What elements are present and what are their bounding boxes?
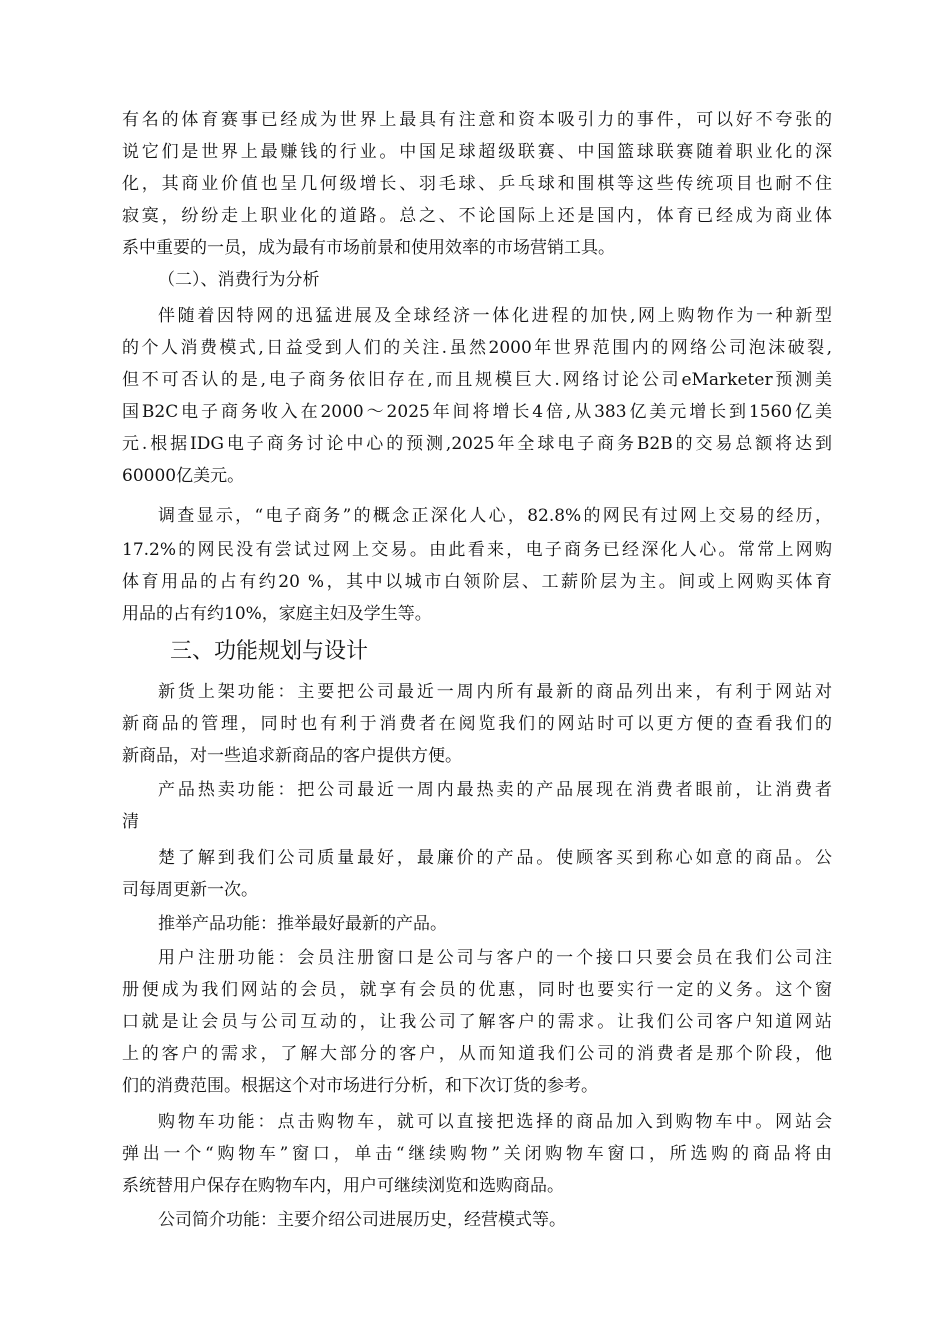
section-heading: 三、功能规划与设计	[170, 639, 369, 664]
paragraph-line: 新商品，对一些追求新商品的客户提供方便。	[122, 746, 462, 766]
paragraph-line: 购物车功能：点击购物车，就可以直接把选择的商品加入到购物车中。网站会	[158, 1112, 832, 1132]
paragraph-line: 用品的占有约10%，家庭主妇及学生等。	[122, 604, 432, 624]
paragraph-line: 伴随着因特网的迅猛进展及全球经济一体化进程的加快,网上购物作为一种新型	[158, 306, 832, 326]
paragraph-line: 60000亿美元。	[122, 466, 245, 486]
paragraph-line: 国B2C电子商务收入在2000～2025年间将增长4倍,从383亿美元增长到1560亿美	[122, 402, 832, 422]
paragraph-line: 寂寞，纷纷走上职业化的道路。总之、不论国际上还是国内，体育已经成为商业体	[122, 206, 832, 226]
paragraph-line: 体育用品的占有约20 %，其中以城市白领阶层、工薪阶层为主。间或上网购买体育	[122, 572, 832, 592]
paragraph-line: 推举产品功能：推举最好最新的产品。	[158, 914, 447, 934]
paragraph-line: 但不可否认的是,电子商务依旧存在,而且规模巨大.网络讨论公司eMarketer预测美	[122, 370, 832, 390]
paragraph-line: 用户注册功能：会员注册窗口是公司与客户的一个接口只要会员在我们公司注	[158, 948, 832, 968]
paragraph-line: 们的消费范围。根据这个对市场进行分析，和下次订货的参考。	[122, 1076, 598, 1096]
paragraph-line: 有名的体育赛事已经成为世界上最具有注意和资本吸引力的事件，可以好不夸张的	[122, 110, 832, 130]
paragraph-line: 弹出一个“购物车”窗口，单击“继续购物”关闭购物车窗口，所选购的商品将由	[122, 1144, 832, 1164]
paragraph-line: 上的客户的需求，了解大部分的客户，从而知道我们公司的消费者是那个阶段，他	[122, 1044, 832, 1064]
paragraph-line: 说它们是世界上最赚钱的行业。中国足球超级联赛、中国篮球联赛随着职业化的深	[122, 142, 832, 162]
paragraph-line: 系统替用户保存在购物车内，用户可继续浏览和选购商品。	[122, 1176, 564, 1196]
paragraph-line: 系中重要的一员，成为最有市场前景和使用效率的市场营销工具。	[122, 238, 615, 258]
paragraph-line: 产品热卖功能：把公司最近一周内最热卖的产品展现在消费者眼前，让消费者	[158, 780, 832, 800]
paragraph-line: 调查显示，“电子商务”的概念正深化人心，82.8%的网民有过网上交易的经历，	[158, 506, 832, 526]
paragraph-line: 17.2%的网民没有尝试过网上交易。由此看来，电子商务已经深化人心。常常上网购	[122, 540, 832, 560]
paragraph-line: 的个人消费模式,日益受到人们的关注.虽然2000年世界范围内的网络公司泡沫破裂,	[122, 338, 832, 358]
paragraph-line: 公司简介功能：主要介绍公司进展历史，经营模式等。	[158, 1210, 566, 1230]
paragraph-line: 楚了解到我们公司质量最好，最廉价的产品。使顾客买到称心如意的商品。公	[158, 848, 832, 868]
paragraph-line: 新商品的管理，同时也有利于消费者在阅览我们的网站时可以更方便的查看我们的	[122, 714, 832, 734]
paragraph-line: 新货上架功能：主要把公司最近一周内所有最新的商品列出来，有利于网站对	[158, 682, 832, 702]
paragraph-line: 化，其商业价值也呈几何级增长、羽毛球、乒乓球和围棋等这些传统项目也耐不住	[122, 174, 832, 194]
subheading: （二）、消费行为分析	[158, 270, 320, 290]
paragraph-line: 清	[122, 812, 139, 832]
paragraph-line: 口就是让会员与公司互动的，让我公司了解客户的需求。让我们公司客户知道网站	[122, 1012, 832, 1032]
paragraph-line: 元.根据IDG电子商务讨论中心的预测,2025年全球电子商务B2B的交易总额将达到	[122, 434, 832, 454]
paragraph-line: 司每周更新一次。	[122, 880, 258, 900]
paragraph-line: 册便成为我们网站的会员，就享有会员的优惠，同时也要实行一定的义务。这个窗	[122, 980, 832, 1000]
